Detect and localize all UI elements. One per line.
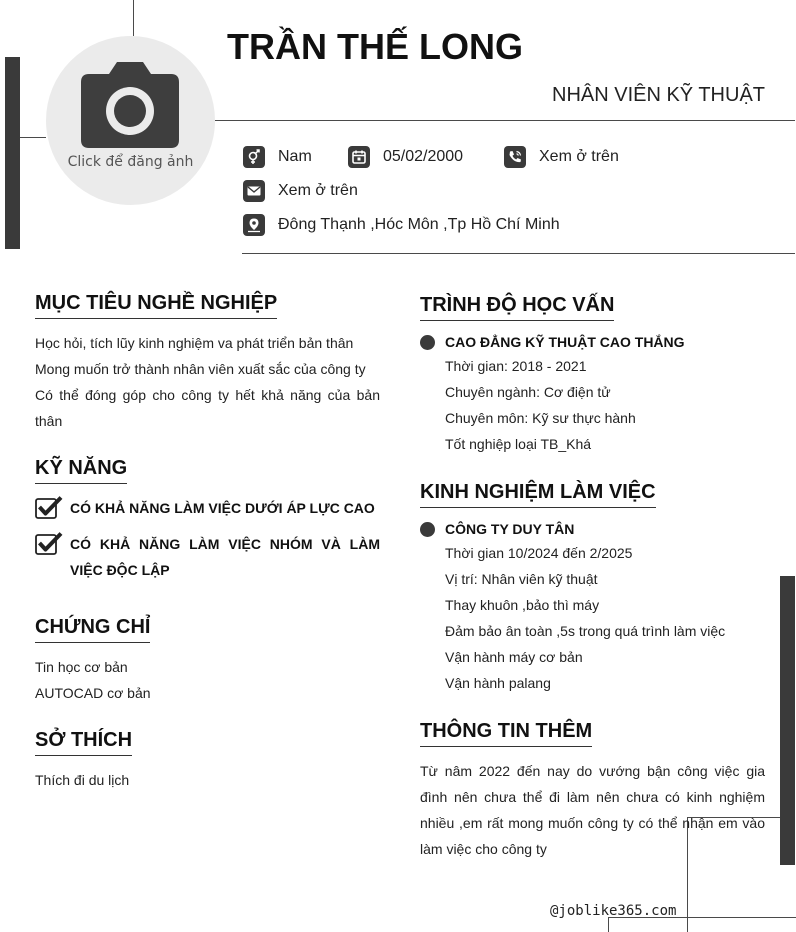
job-position: NHÂN VIÊN KỸ THUẬT (552, 84, 765, 106)
skills-title: KỸ NĂNG (35, 457, 127, 484)
contact-address (243, 214, 560, 236)
experience-details (445, 540, 725, 696)
left-accent-bar (5, 57, 20, 249)
contact-divider (242, 253, 795, 254)
objective-title: MỤC TIÊU NGHỀ NGHIỆP (35, 292, 277, 319)
additional-info-title: THÔNG TIN THÊM (420, 720, 592, 747)
right-accent-bar (780, 576, 795, 865)
education-title: TRÌNH ĐỘ HỌC VẤN (420, 294, 614, 321)
avatar-upload[interactable] (46, 36, 215, 205)
left-horizontal-line (20, 137, 46, 138)
additional-info-text: Từ nâm 2022 đến nay do vướng bận công việc gia đình nên chưa thể đi làm nên chưa có kinh nghiệm nhiều ,em rất mong muốn công ty có thể nhận em vào làm việc cho công ty (420, 763, 765, 857)
candidate-name: TRẦN THẾ LONG (227, 26, 523, 67)
phone-value: Xem ở trên (539, 148, 619, 165)
skill-item (35, 495, 380, 521)
contact-phone (504, 146, 619, 168)
experience-detail: Thời gian 10/2024 đến 2/2025 (445, 545, 633, 561)
contact-email (243, 180, 358, 202)
education-detail: Thời gian: 2018 - 2021 (445, 358, 587, 374)
experience-detail: Vị trí: Nhân viên kỹ thuật (445, 571, 598, 587)
skill-text: CÓ KHẢ NĂNG LÀM VIỆC DƯỚI ÁP LỰC CAO (70, 500, 375, 516)
checkbox-icon (35, 531, 63, 555)
education-bullet (420, 335, 435, 350)
education-details (445, 353, 636, 457)
location-icon (243, 214, 265, 236)
education-detail: Chuyên môn: Kỹ sư thực hành (445, 410, 636, 426)
objective-line: Học hỏi, tích lũy kinh nghiệm va phát triển bản thân (35, 335, 354, 351)
objective-text (35, 330, 380, 434)
certificate-item: Tin học cơ bản (35, 659, 128, 675)
certificate-item: AUTOCAD cơ bản (35, 685, 151, 701)
top-vertical-line (133, 0, 134, 36)
header-divider (215, 120, 795, 121)
objective-line: Có thể đóng góp cho công ty hết khả năng của bản thân (35, 387, 380, 429)
address-value: Đông Thạnh ,Hóc Môn ,Tp Hồ Chí Minh (278, 216, 560, 233)
hobbies-title: SỞ THÍCH (35, 729, 132, 756)
experience-detail: Vận hành máy cơ bản (445, 649, 583, 665)
experience-detail: Vận hành palang (445, 675, 551, 691)
dob-value: 05/02/2000 (383, 148, 464, 165)
calendar-icon (348, 146, 370, 168)
phone-icon (504, 146, 526, 168)
corner-line-v2 (608, 917, 609, 932)
gender-icon (243, 146, 265, 168)
education-detail: Chuyên ngành: Cơ điện tử (445, 384, 611, 400)
hobby-item: Thích đi du lịch (35, 772, 130, 788)
objective-line: Mong muốn trở thành nhân viên xuất sắc của công ty (35, 361, 366, 377)
avatar-caption: Click để đăng ảnh (67, 154, 194, 170)
certificates-title: CHỨNG CHỈ (35, 616, 150, 643)
experience-detail: Thay khuôn ,bảo thì máy (445, 597, 600, 613)
education-detail: Tốt nghiệp loại TB_Khá (445, 436, 592, 452)
watermark: @joblike365.com (550, 903, 677, 919)
school-name: CAO ĐẲNG KỸ THUẬT CAO THẮNG (445, 334, 685, 350)
hobbies-list (35, 767, 380, 793)
certificates-list (35, 654, 380, 706)
experience-title: KINH NGHIỆM LÀM VIỆC (420, 481, 656, 508)
checkbox-icon (35, 495, 63, 519)
gender-value: Nam (278, 148, 312, 165)
email-value: Xem ở trên (278, 182, 358, 199)
contact-dob (348, 146, 463, 168)
experience-bullet (420, 522, 435, 537)
experience-detail: Đảm bảo ân toàn ,5s trong quá trình làm việc (445, 623, 726, 639)
camera-icon (79, 60, 181, 150)
company-name: CÔNG TY DUY TÂN (445, 521, 575, 537)
skill-text: CÓ KHẢ NĂNG LÀM VIỆC NHÓM VÀ LÀM VIỆC ĐỘC LẬP (70, 536, 380, 578)
email-icon (243, 180, 265, 202)
skill-item (35, 531, 380, 583)
contact-gender (243, 146, 312, 168)
